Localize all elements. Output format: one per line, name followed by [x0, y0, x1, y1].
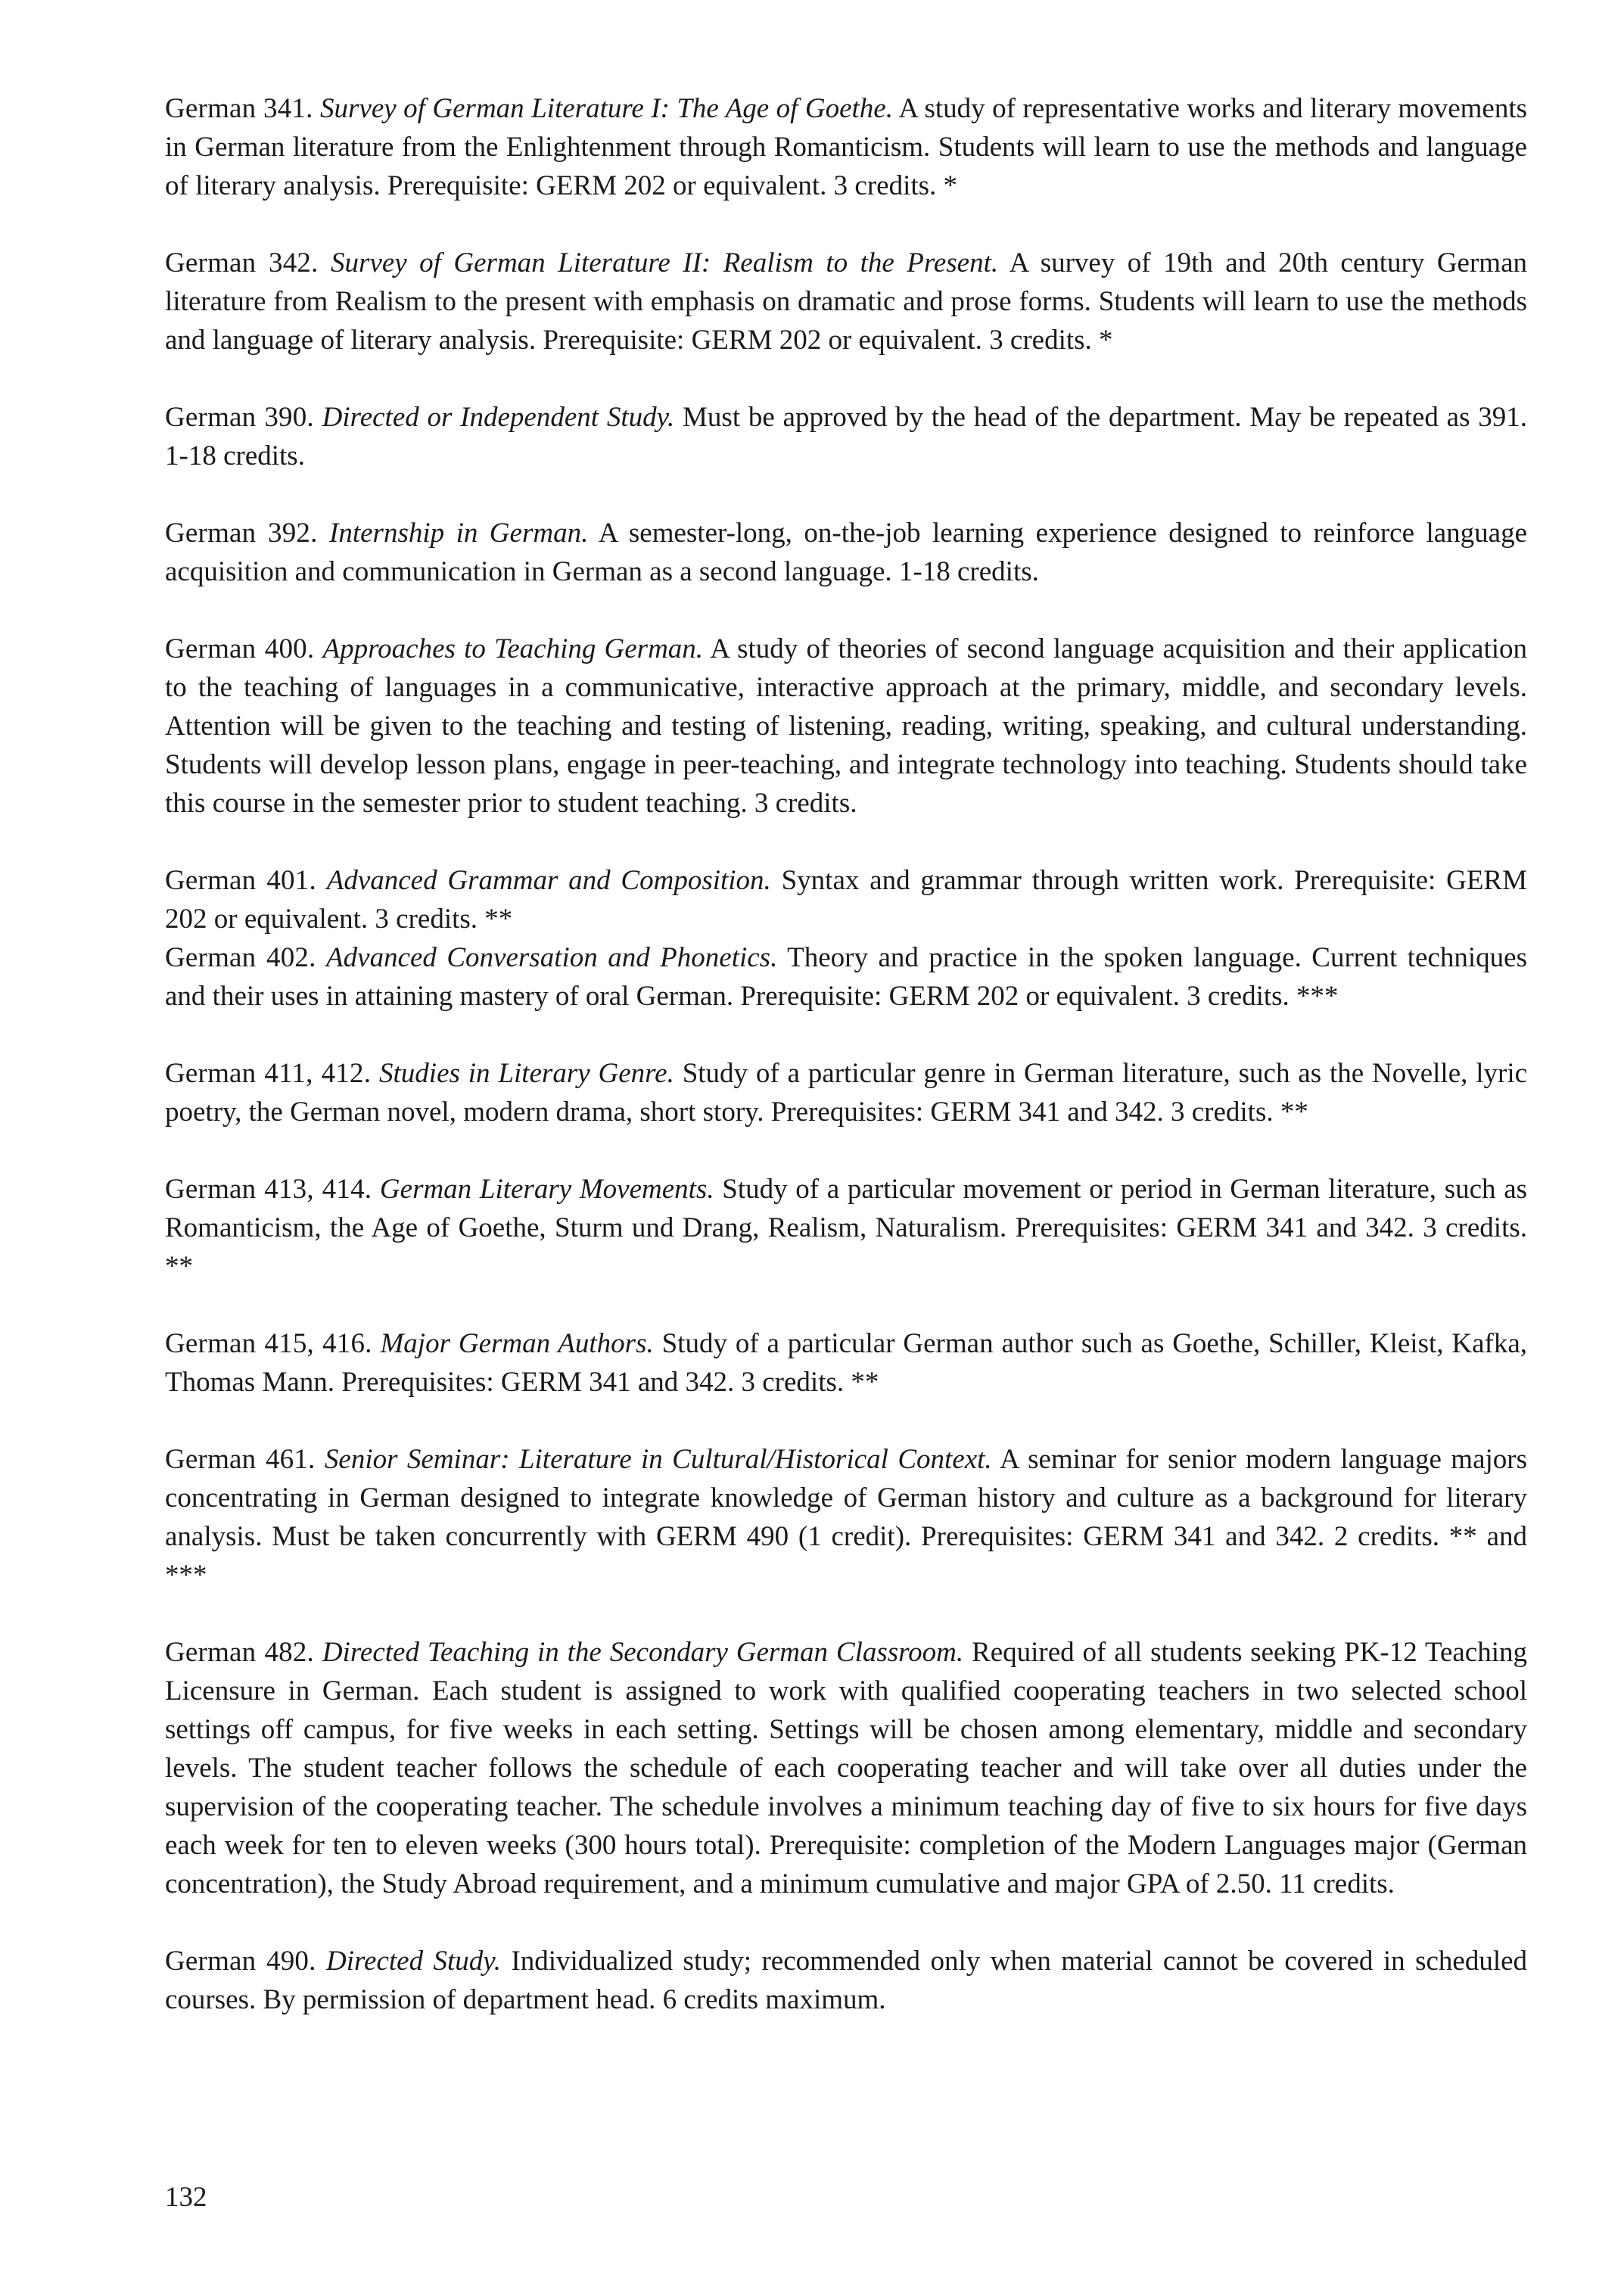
course-description: Must be approved by the head of the department. May be repeated as 391. 1-18 credits.	[165, 402, 1528, 471]
course-entry-german-401	[165, 861, 1527, 938]
course-list	[165, 89, 1527, 2058]
course-number: German 342.	[165, 247, 319, 278]
course-number: German 490.	[165, 1946, 316, 1977]
course-number: German 415, 416.	[165, 1328, 372, 1359]
course-entry-german-341	[165, 89, 1527, 205]
course-entry-german-482	[165, 1633, 1527, 1903]
course-entry-german-461	[165, 1440, 1527, 1594]
course-description: A survey of 19th and 20th century German literature from Realism to the present with emphasis on dramatic and prose forms. Students will learn to use the methods and language of literary analysis. Prerequisite: GERM 202 or equivalent. 3 credits. *	[165, 247, 1527, 356]
course-description: A seminar for senior modern language majors concentrating in German designed to integrate knowledge of German history and culture as a background for literary analysis. Must be taken concurrently with GERM 490 (1 credit). Prerequisites: GERM 341 and 342. 2 credits. ** and ***	[165, 1444, 1527, 1591]
course-title: Studies in Literary Genre.	[379, 1058, 674, 1089]
course-title: Internship in German.	[329, 518, 589, 549]
course-title: German Literary Movements.	[379, 1174, 714, 1205]
course-entry-german-411-412	[165, 1054, 1527, 1131]
course-number: German 461.	[165, 1444, 316, 1475]
course-number: German 482.	[165, 1637, 314, 1668]
course-entry-german-390	[165, 398, 1527, 475]
course-number: German 390.	[165, 402, 314, 433]
course-number: German 413, 414.	[165, 1174, 372, 1205]
course-entry-german-415-416	[165, 1324, 1527, 1402]
course-entry-german-413-414	[165, 1170, 1527, 1286]
course-number: German 401.	[165, 865, 316, 896]
course-entry-german-490	[165, 1942, 1527, 2019]
course-description: Study of a particular genre in German literature, such as the Novelle, lyric poetry, the German novel, modern drama, short story. Prerequisites: GERM 341 and 342. 3 credits. **	[165, 1058, 1528, 1128]
course-description: A study of theories of second language acquisition and their application to the teaching of languages in a communicative, interactive approach at the primary, middle, and secondary levels. Attention will be given to the teaching and testing of listening, reading, writing, speaking, and cultural understanding. Students will develop lesson plans, engage in peer-teaching, and integrate technology into teaching. Students should take this course in the semester prior to student teaching. 3 credits.	[165, 633, 1528, 819]
course-entry-german-400	[165, 630, 1527, 823]
course-entry-german-402	[165, 938, 1527, 1016]
course-title: Directed Study.	[326, 1946, 501, 1977]
course-title: Directed or Independent Study.	[322, 402, 675, 433]
course-number: German 411, 412.	[165, 1058, 372, 1089]
course-description: Required of all students seeking PK-12 Teaching Licensure in German. Each student is assigned to work with qualified cooperating teachers in two selected school settings off campus, for five weeks in each setting. Settings will be chosen among elementary, middle and secondary levels. The student teacher follows the schedule of each cooperating teacher and will take over all duties under the supervision of the cooperating teacher. The schedule involves a minimum teaching day of five to six hours for five days each week for ten to eleven weeks (300 hours total). Prerequisite: completion of the Modern Languages major (German concentration), the Study Abroad requirement, and a minimum cumulative and major GPA of 2.50. 11 credits.	[165, 1637, 1528, 1899]
course-number: German 392.	[165, 518, 318, 549]
course-title: Survey of German Literature II: Realism to the Present.	[331, 247, 999, 278]
course-title: Approaches to Teaching German.	[322, 633, 704, 664]
course-title: Senior Seminar: Literature in Cultural/Historical Context.	[324, 1444, 992, 1475]
course-description: Syntax and grammar through written work. Prerequisite: GERM 202 or equivalent. 3 credits. **	[165, 865, 1528, 935]
course-title: Advanced Conversation and Phonetics.	[326, 942, 778, 973]
course-title: Advanced Grammar and Composition.	[326, 865, 771, 896]
course-description: Theory and practice in the spoken language. Current techniques and their uses in attaining mastery of oral German. Prerequisite: GERM 202 or equivalent. 3 credits. ***	[165, 942, 1528, 1012]
course-description: Individualized study; recommended only when material cannot be covered in scheduled courses. By permission of department head. 6 credits maximum.	[165, 1946, 1528, 2015]
course-number: German 341.	[165, 93, 313, 124]
course-description: Study of a particular German author such as Goethe, Schiller, Kleist, Kafka, Thomas Mann. Prerequisites: GERM 341 and 342. 3 credits. **	[165, 1328, 1528, 1398]
course-entry-german-342	[165, 244, 1527, 359]
course-title: Directed Teaching in the Secondary German Classroom.	[322, 1637, 964, 1668]
course-number: German 402.	[165, 942, 316, 973]
course-description: Study of a particular movement or period in German literature, such as Romanticism, the Age of Goethe, Sturm und Drang, Realism, Naturalism. Prerequisites: GERM 341 and 342. 3 credits. **	[165, 1174, 1528, 1282]
course-description: A study of representative works and literary movements in German literature from the Enlightenment through Romanticism. Students will learn to use the methods and language of literary analysis. Prerequisite: GERM 202 or equivalent. 3 credits. *	[165, 93, 1527, 201]
course-title: Major German Authors.	[380, 1328, 654, 1359]
course-description: A semester-long, on-the-job learning experience designed to reinforce language acquisition and communication in German as a second language. 1-18 credits.	[165, 518, 1527, 587]
course-entry-german-392	[165, 514, 1527, 591]
course-title: Survey of German Literature I: The Age of Goethe.	[320, 93, 893, 124]
page-number: 132	[165, 2182, 207, 2213]
course-number: German 400.	[165, 633, 315, 664]
